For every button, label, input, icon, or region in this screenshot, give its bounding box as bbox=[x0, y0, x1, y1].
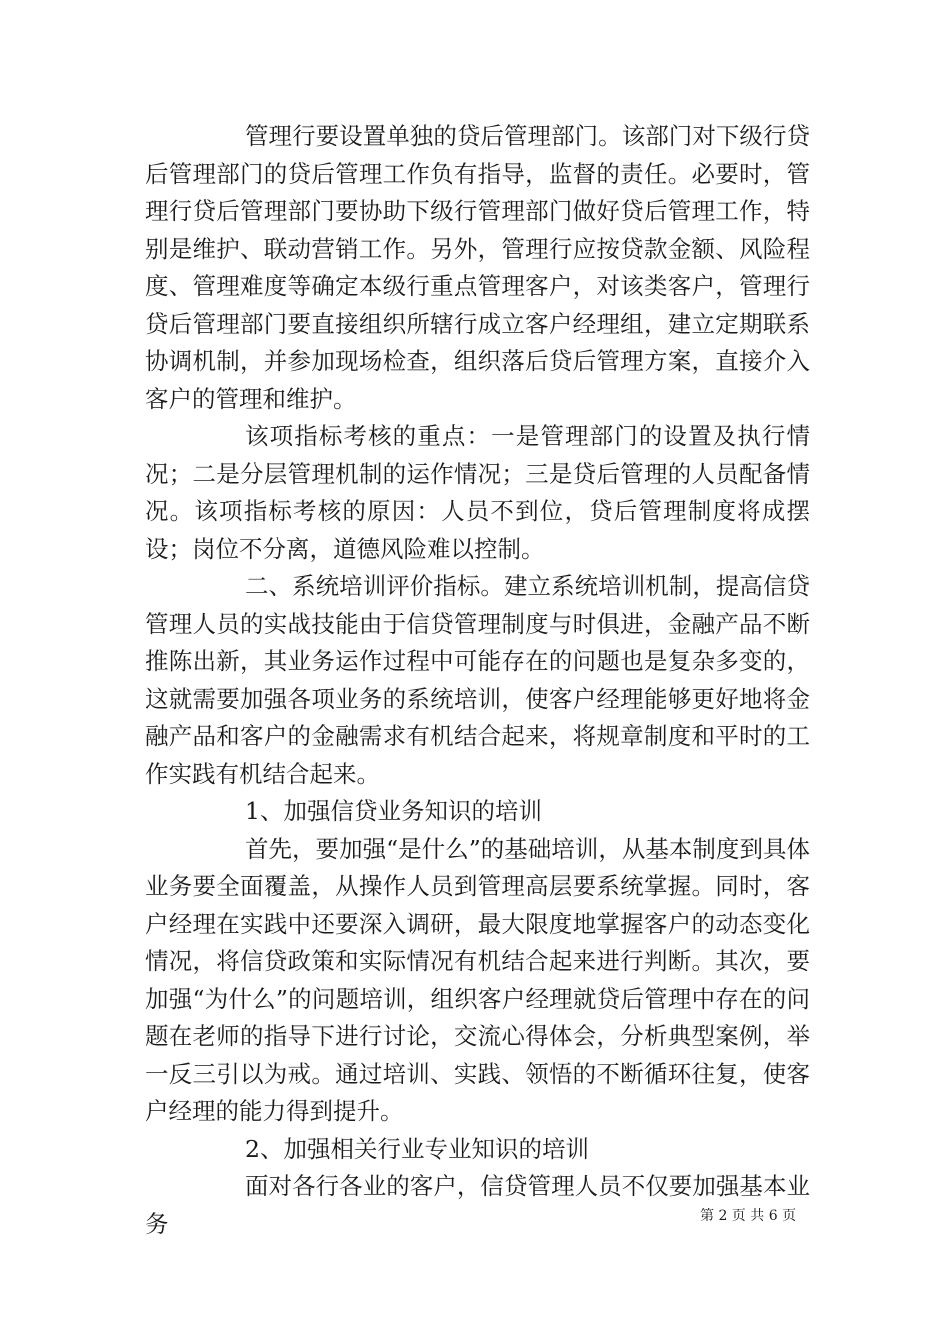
paragraph-basic-training: 首先，要加强“是什么”的基础培训，从基本制度到具体业务要全面覆盖，从操作人员到管理高层要系统掌握。同时，客户经理在实践中还要深入调研，最大限度地掌握客户的动态变化情况，将信贷政策和实际情况有机结合起来进行判断。其次，要加强“为什么”的问题培训，组织客户经理就贷后管理中存在的问题在老师的指导下进行讨论，交流心得体会，分析典型案例，举一反三引以为戒。通过培训、实践、领悟的不断循环往复，使客户经理的能力得到提升。 bbox=[145, 834, 810, 1125]
paragraph-training-indicator: 二、系统培训评价指标。建立系统培训机制，提高信贷管理人员的实战技能由于信贷管理制度与时俱进，金融产品不断推陈出新，其业务运作过程中可能存在的问题也是复杂多变的，这就需要加强各项业务的系统培训，使客户经理能够更好地将金融产品和客户的金融需求有机结合起来，将规章制度和平时的工作实践有机结合起来。 bbox=[145, 572, 810, 788]
paragraph-industry-clients: 面对各行各业的客户，信贷管理人员不仅要加强基本业务 bbox=[145, 1172, 810, 1238]
paragraph-indicator-assessment: 该项指标考核的重点：一是管理部门的设置及执行情况；二是分层管理机制的运作情况；三是贷后管理的人员配备情况。该项指标考核的原因：人员不到位，贷后管理制度将成摆设；岗位不分离，道德风险难以控制。 bbox=[145, 422, 810, 563]
heading-industry-knowledge-training: 2、加强相关行业专业知识的培训 bbox=[245, 1134, 589, 1163]
heading-credit-knowledge-training: 1、加强信贷业务知识的培训 bbox=[245, 797, 542, 825]
paragraph-post-loan-department: 管理行要设置单独的贷后管理部门。该部门对下级行贷后管理部门的贷后管理工作负有指导，监督的责任。必要时，管理行贷后管理部门要协助下级行管理部门做好贷后管理工作，特别是维护、联动营销工作。另外，管理行应按贷款金额、风险程度、管理难度等确定本级行重点管理客户，对该类客户，管理行贷后管理部门要直接组织所辖行成立客户经理组，建立定期联系协调机制，并参加现场检查，组织落后贷后管理方案，直接介入客户的管理和维护。 bbox=[145, 122, 810, 413]
page-number-footer: 第 2 页 共 6 页 bbox=[700, 1208, 797, 1224]
document-body bbox=[145, 118, 810, 1243]
